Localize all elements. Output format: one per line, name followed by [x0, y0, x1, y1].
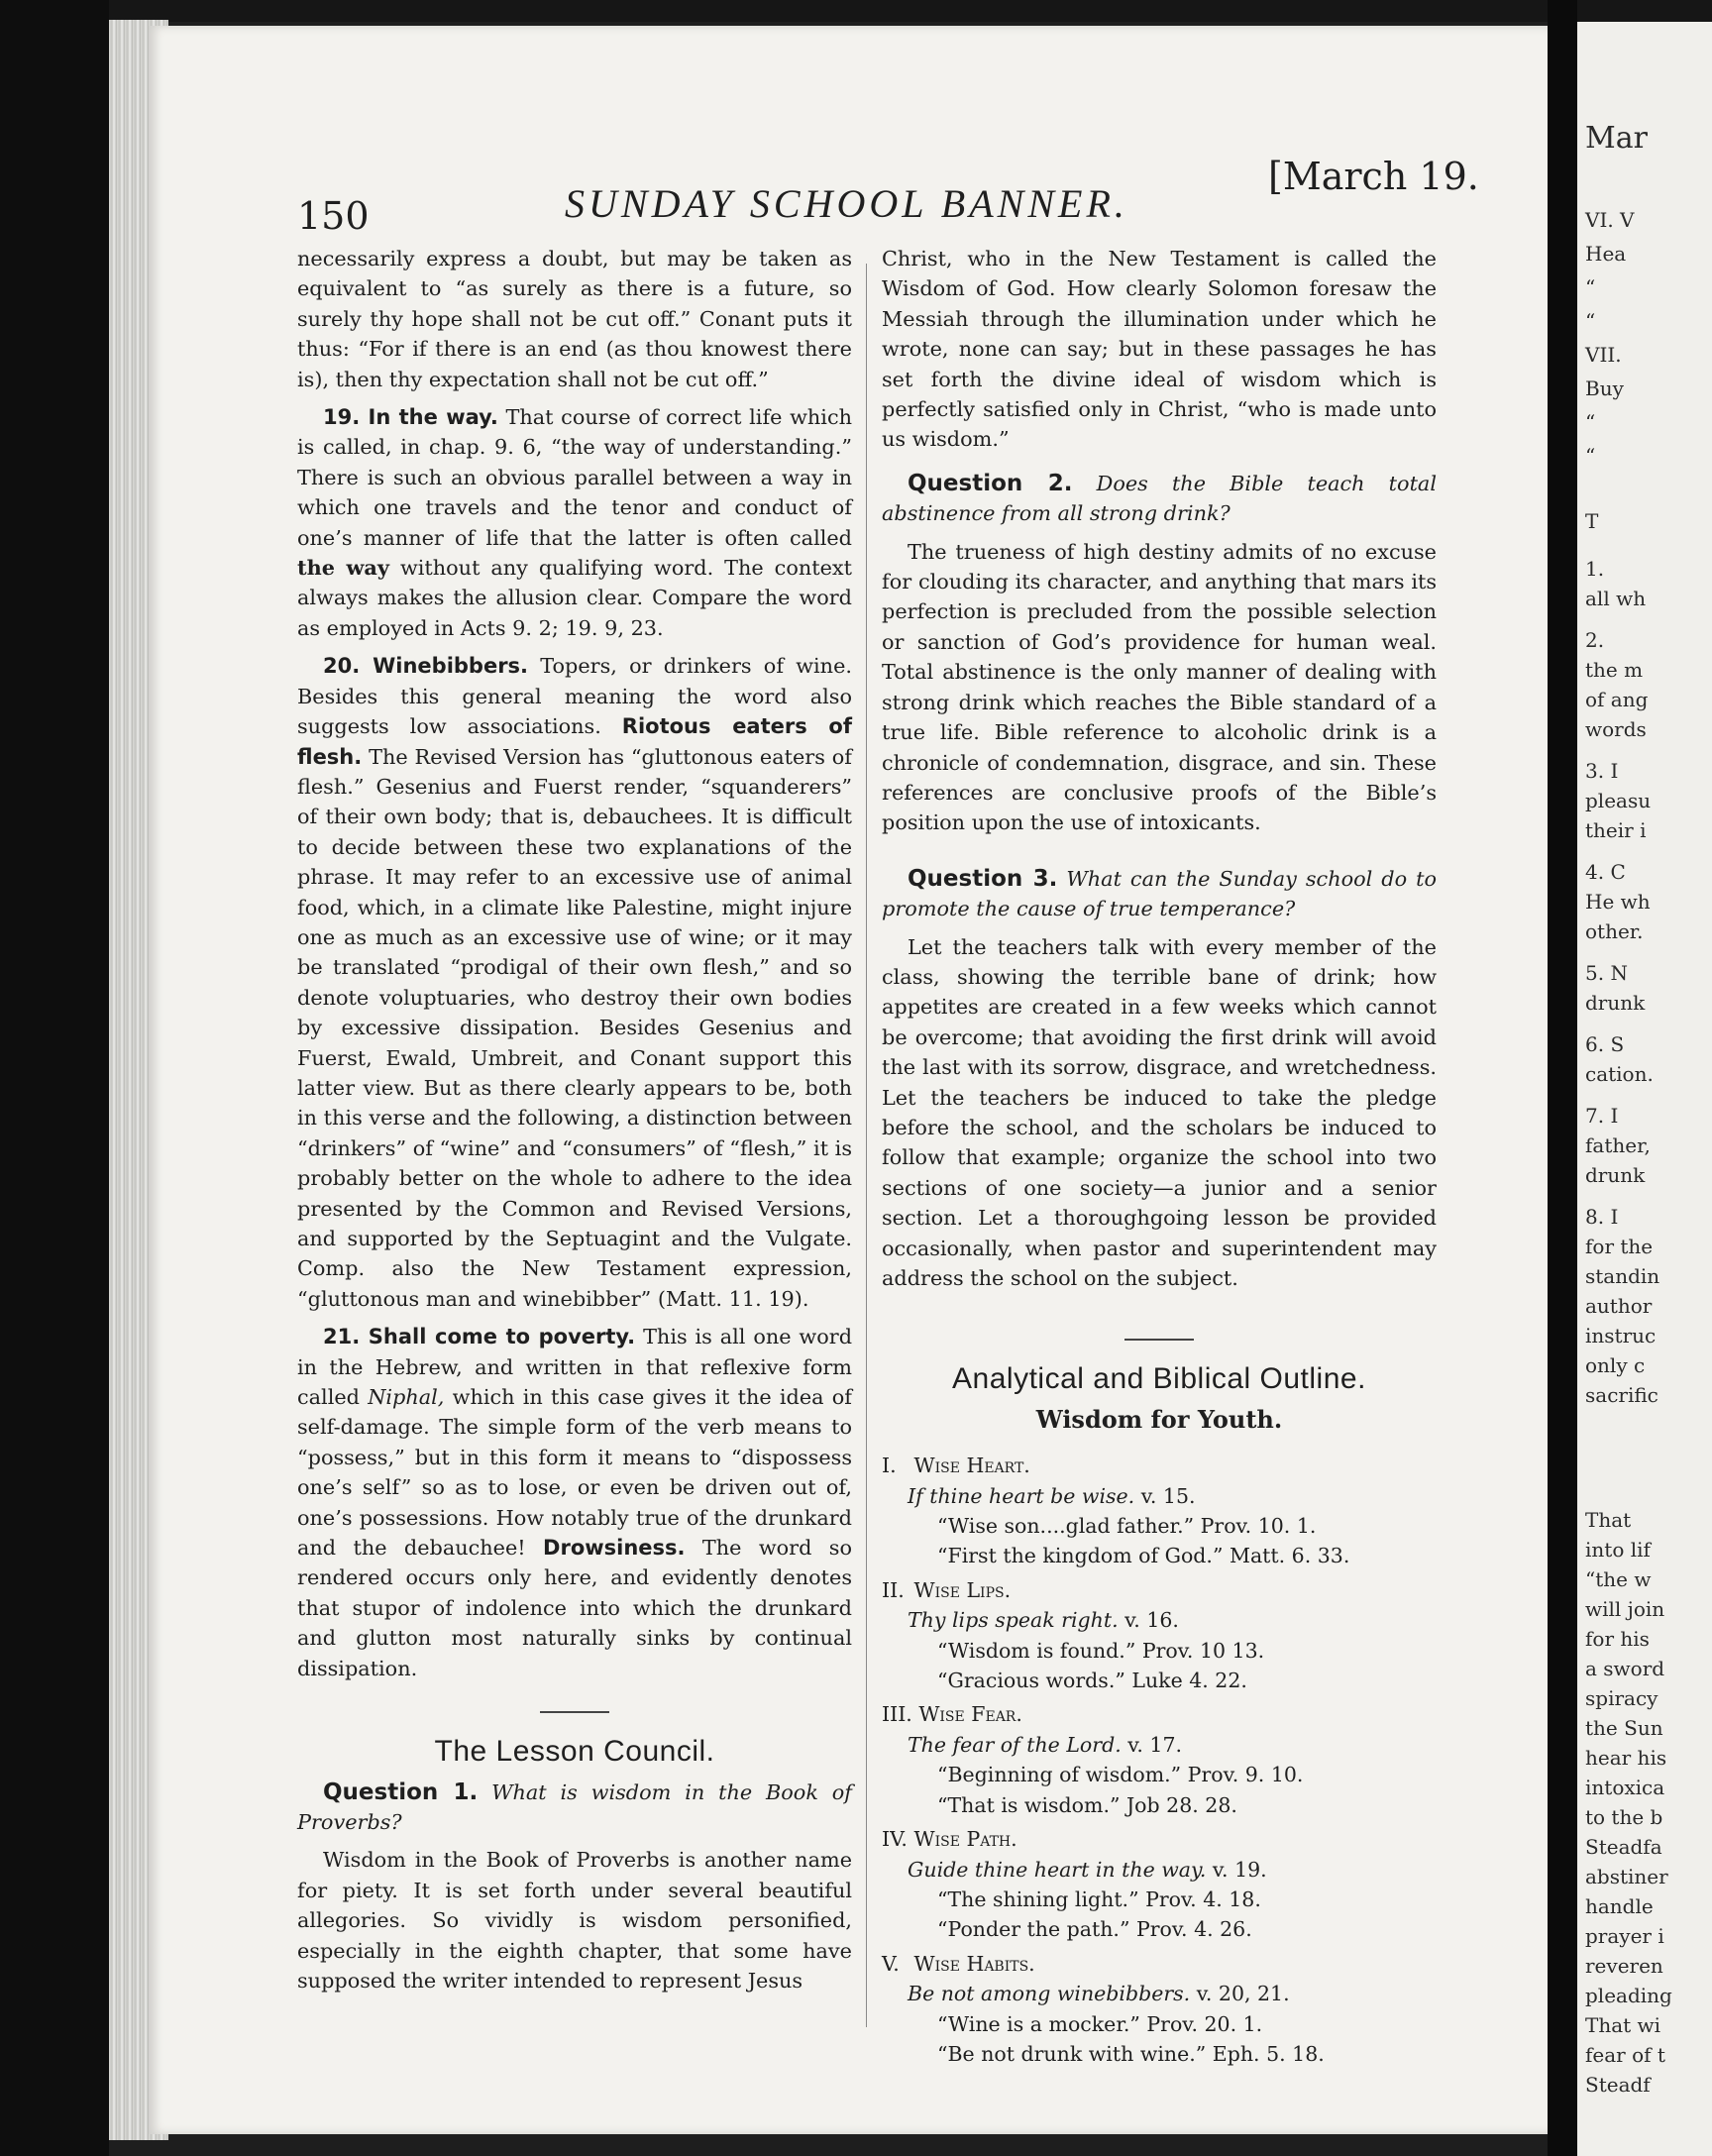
book-edge-shadow	[0, 0, 109, 2156]
outline-reference: “Wisdom is found.” Prov. 10 13.	[937, 1638, 1265, 1663]
outline-heading-text: Wise Habits.	[908, 1951, 1035, 1976]
adjacent-page-text: the m	[1585, 658, 1644, 682]
adjacent-page-text: the Sun	[1585, 1716, 1663, 1740]
running-title: SUNDAY SCHOOL BANNER.	[565, 181, 1128, 226]
right-column	[882, 244, 1437, 2069]
outline-verse	[882, 1730, 1437, 1760]
adjacent-page-text: “	[1585, 410, 1596, 434]
adjacent-page-text: prayer i	[1585, 1924, 1664, 1948]
outline-heading-text: Wise Lips.	[908, 1577, 1012, 1602]
adjacent-page-text: He wh	[1585, 890, 1651, 914]
outline-reference: “First the kingdom of God.” Matt. 6. 33.	[937, 1544, 1350, 1568]
adjacent-page-text: reveren	[1585, 1954, 1663, 1978]
outline-numeral: IV.	[882, 1827, 908, 1852]
adjacent-page-text: “	[1585, 309, 1596, 333]
adjacent-page-text: Steadfa	[1585, 1835, 1662, 1859]
adjacent-page-text: 1.	[1585, 557, 1605, 581]
adjacent-page-text: pleading	[1585, 1984, 1672, 2007]
outline-heading-text: Wise Path.	[908, 1827, 1017, 1852]
adjacent-page-text: “	[1585, 444, 1596, 468]
adjacent-page-text: 7. I	[1585, 1104, 1619, 1128]
outline-verse-ref: v. 20, 21.	[1196, 1982, 1290, 2006]
outline-reference: “Wise son....glad father.” Prov. 10. 1.	[937, 1514, 1317, 1539]
adjacent-page-text: of ang	[1585, 688, 1649, 711]
adjacent-page-text: only c	[1585, 1353, 1646, 1377]
outline-numeral: III.	[882, 1702, 912, 1727]
adjacent-page-text: “the w	[1585, 1567, 1652, 1591]
adjacent-page-text: will join	[1585, 1597, 1665, 1621]
adjacent-page-text: father,	[1585, 1133, 1651, 1157]
paragraph-verse-19: 19. In the way. That course of correct life which is called, in chap. 9. 6, “the way of understanding.” There is such an obvious parallel between a way in which one travels and the tenor and conduct of one’s manner of life that the latter is often called the way without any qualifying word. The context always makes the allusion clear. Compare the word as employed in Acts 9. 2; 19. 9, 23.	[297, 405, 852, 640]
outline-reference: “Ponder the path.” Prov. 4. 26.	[937, 1917, 1252, 1942]
left-column	[297, 244, 852, 2003]
adjacent-page-text: VII.	[1585, 343, 1622, 367]
outline-verse	[882, 1855, 1437, 1885]
page-header	[149, 125, 1548, 238]
question-text: What is wisdom in the Book of Proverbs?	[297, 1779, 852, 1834]
adjacent-page-text: 2.	[1585, 628, 1605, 652]
question-2	[882, 469, 1437, 529]
outline-numeral: I.	[882, 1454, 897, 1478]
paragraph-verse-20: 20. Winebibbers. Topers, or drinkers of wine. Besides this general meaning the word also suggests low associations. Riotous eaters of flesh. The Revised Version has “gluttonous eaters of flesh.” Gesenius and Fuerst render, “squanderers” of their own body; that is, debauchees. It is difficult to decide between these two explanations of the phrase. It may refer to an excessive use of animal food, which, in a climate like Palestine, might injure one as much as an excessive use of wine; or it may be translated “prodigal of their own flesh,” and so denote voluptuaries, who destroy their own bodies by excessive dissipation. Besides Gesenius and Fuerst, Ewald, Umbreit, and Conant support this latter view. But as there clearly appears to be, both in this verse and the following, a distinction between “drinkers” of “wine” and “consumers” of “flesh,” it is probably better on the whole to adhere to the idea presented by the Common and Revised Versions, and supported by the Septuagint and the Vulgate. Comp. also the New Testament expression, “gluttonous man and winebibber” (Matt. 11. 19).	[297, 654, 852, 1311]
outline-verse-text: Be not among winebibbers.	[908, 1982, 1197, 2006]
adjacent-page-text: to the b	[1585, 1805, 1663, 1829]
adjacent-page-text: handle	[1585, 1894, 1654, 1918]
outline-heading	[882, 1575, 1437, 1605]
outline-list	[882, 1451, 1437, 2069]
outline-verse-text: The fear of the Lord.	[908, 1732, 1128, 1757]
outline-reference: “Wine is a mocker.” Prov. 20. 1.	[937, 2011, 1263, 2036]
adjacent-page-fragment	[1577, 22, 1712, 2156]
adjacent-page-text: intoxica	[1585, 1776, 1665, 1799]
section-divider	[540, 1711, 609, 1713]
question-label: Question 2.	[908, 470, 1073, 496]
scan-border-top	[0, 0, 1712, 22]
adjacent-page-text: standin	[1585, 1264, 1660, 1288]
outline-verse-text: Thy lips speak right.	[908, 1608, 1125, 1633]
page-number: 150	[297, 194, 370, 238]
adjacent-page-text: into lif	[1585, 1538, 1651, 1562]
outline-reference: “Be not drunk with wine.” Eph. 5. 18.	[937, 2041, 1325, 2066]
question-3	[882, 864, 1437, 924]
outline-heading	[882, 1699, 1437, 1729]
outline-numeral: V.	[882, 1951, 900, 1976]
adjacent-page-text: Mar	[1585, 121, 1648, 156]
outline-reference: “The shining light.” Prov. 4. 18.	[937, 1886, 1261, 1911]
adjacent-page-text: VI. V	[1585, 208, 1635, 232]
outline-reference: “That is wisdom.” Job 28. 28.	[937, 1792, 1237, 1817]
adjacent-page-text: fear of t	[1585, 2043, 1665, 2067]
answer-1-continued: Christ, who in the New Testament is called the Wisdom of God. How clearly Solomon foresaw the Messiah through the illumination under which he wrote, none can say; but in these passages he has set forth the divine ideal of wisdom which is perfectly satisfied only in Christ, “who is made unto us wisdom.”	[882, 247, 1437, 452]
adjacent-page-text: 8. I	[1585, 1205, 1619, 1229]
adjacent-page-text: 5. N	[1585, 961, 1628, 985]
adjacent-page-text: drunk	[1585, 991, 1646, 1015]
paragraph-continued: necessarily express a doubt, but may be taken as equivalent to “as surely as there is a future, so surely thy hope shall not be cut off.” Conant puts it thus: “For if there is an end (as thou knowest there is), then thy expectation shall not be cut off.”	[297, 247, 852, 391]
outline-heading-text: Wise Heart.	[908, 1454, 1030, 1478]
adjacent-page-text: all wh	[1585, 587, 1647, 610]
adjacent-page-text: instruc	[1585, 1324, 1657, 1348]
adjacent-page-text: for the	[1585, 1235, 1654, 1258]
verse-heading: 21. Shall come to poverty.	[323, 1325, 636, 1349]
adjacent-page-text: That	[1585, 1508, 1632, 1532]
adjacent-page-text: Steadf	[1585, 2073, 1651, 2097]
adjacent-page-text: pleasu	[1585, 789, 1652, 812]
paragraph-verse-21: 21. Shall come to poverty. This is all one word in the Hebrew, and written in that reflexive form called Niphal, which in this case gives it the idea of self-damage. The simple form of the verb means to “possess,” but in this form it means to “dispossess one’s self” so as to lose, or even be driven out of, one’s possessions. How notably true of the drunkard and the debauchee! Drowsiness. The word so rendered occurs only here, and evidently denotes that stupor of indolence into which the drunkard and glutton most naturally sinks by continual dissipation.	[297, 1325, 853, 1680]
adjacent-page-text: abstiner	[1585, 1865, 1668, 1888]
book-gutter	[1548, 0, 1577, 2156]
adjacent-page-text: for his	[1585, 1627, 1650, 1651]
adjacent-page-text: sacrific	[1585, 1383, 1658, 1407]
outline-reference: “Gracious words.” Luke 4. 22.	[937, 1669, 1247, 1693]
question-label: Question 3.	[908, 865, 1058, 892]
question-text: Does the Bible teach total abstinence from all strong drink?	[882, 471, 1437, 526]
outline-verse-text: If thine heart be wise.	[908, 1483, 1141, 1508]
adjacent-page-text: drunk	[1585, 1163, 1646, 1187]
adjacent-page-text: author	[1585, 1294, 1653, 1318]
outline-heading	[882, 1949, 1437, 1979]
outline-subtitle: Wisdom for Youth.	[1035, 1404, 1283, 1434]
book-page	[149, 26, 1548, 2134]
question-text: What can the Sunday school do to promote the cause of true temperance?	[882, 866, 1437, 921]
answer-1: Wisdom in the Book of Proverbs is another name for piety. It is set forth under several beautiful allegories. So vividly is wisdom personified, especially in the eighth chapter, that some have supposed the writer intended to represent Jesus	[297, 1848, 852, 1993]
answer-3: Let the teachers talk with every member of the class, showing the terrible bane of drink; how appetites are created in a few weeks which cannot be overcome; that avoiding the first drink will avoid the last with its sorrow, disgrace, and wretchedness. Let the teachers be induced to take the pledge before the school, and the scholars be induced to follow that example; organize the school into two sections of one society—a junior and a senior section. Let a thoroughgoing lesson be provided occasionally, when pastor and superintendent may address the school on the subject.	[882, 934, 1437, 1290]
outline-heading	[882, 1451, 1437, 1480]
adjacent-page-text: Buy	[1585, 377, 1624, 400]
adjacent-page-text: Hea	[1585, 242, 1627, 266]
outline-verse	[882, 1605, 1437, 1635]
column-rule	[866, 264, 867, 2027]
outline-verse-ref: v. 16.	[1124, 1608, 1179, 1633]
outline-numeral: II.	[882, 1577, 905, 1602]
adjacent-page-text: other.	[1585, 919, 1644, 943]
adjacent-page-text: 3. I	[1585, 759, 1619, 783]
verse-heading: 20. Winebibbers.	[323, 654, 529, 679]
adjacent-page-text: their i	[1585, 818, 1647, 842]
outline-verse-text: Guide thine heart in the way.	[908, 1857, 1213, 1882]
adjacent-page-text: 6. S	[1585, 1032, 1625, 1056]
adjacent-page-text: That wi	[1585, 2013, 1661, 2037]
outline-heading	[882, 1824, 1437, 1854]
question-1	[297, 1778, 852, 1838]
outline-verse-ref: v. 17.	[1127, 1732, 1183, 1757]
adjacent-page-text: T	[1585, 509, 1599, 533]
adjacent-page-text: spiracy	[1585, 1686, 1658, 1710]
verse-heading: 19. In the way.	[323, 405, 498, 430]
answer-2: The trueness of high destiny admits of no excuse for clouding its character, and anything that mars its perfection is precluded from the possible selection or sanction of God’s providence for human weal. Total abstinence is the only manner of dealing with strong drink which reaches the Bible standard of a true life. Bible reference to alcoholic drink is a chronicle of condemnation, disgrace, and sin. These references are conclusive proofs of the Bible’s position upon the use of intoxicants.	[882, 539, 1437, 835]
outline-verse-ref: v. 19.	[1212, 1857, 1267, 1882]
section-divider	[1124, 1339, 1194, 1341]
adjacent-page-text: a sword	[1585, 1657, 1665, 1680]
issue-date: [March 19.	[1268, 155, 1479, 198]
adjacent-page-text: cation.	[1585, 1062, 1654, 1086]
outline-heading-text: Wise Fear.	[911, 1702, 1022, 1727]
outline-verse	[882, 1481, 1437, 1511]
adjacent-page-text: hear his	[1585, 1746, 1667, 1770]
question-label: Question 1.	[323, 1779, 479, 1805]
lesson-council-title: The Lesson Council.	[434, 1735, 715, 1769]
adjacent-page-text: “	[1585, 275, 1596, 299]
outline-verse	[882, 1979, 1437, 2008]
outline-title: Analytical and Biblical Outline.	[952, 1362, 1366, 1396]
adjacent-page-text: 4. C	[1585, 860, 1626, 884]
outline-verse-ref: v. 15.	[1140, 1483, 1196, 1508]
outline-reference: “Beginning of wisdom.” Prov. 9. 10.	[937, 1763, 1304, 1787]
adjacent-page-text: words	[1585, 717, 1647, 741]
